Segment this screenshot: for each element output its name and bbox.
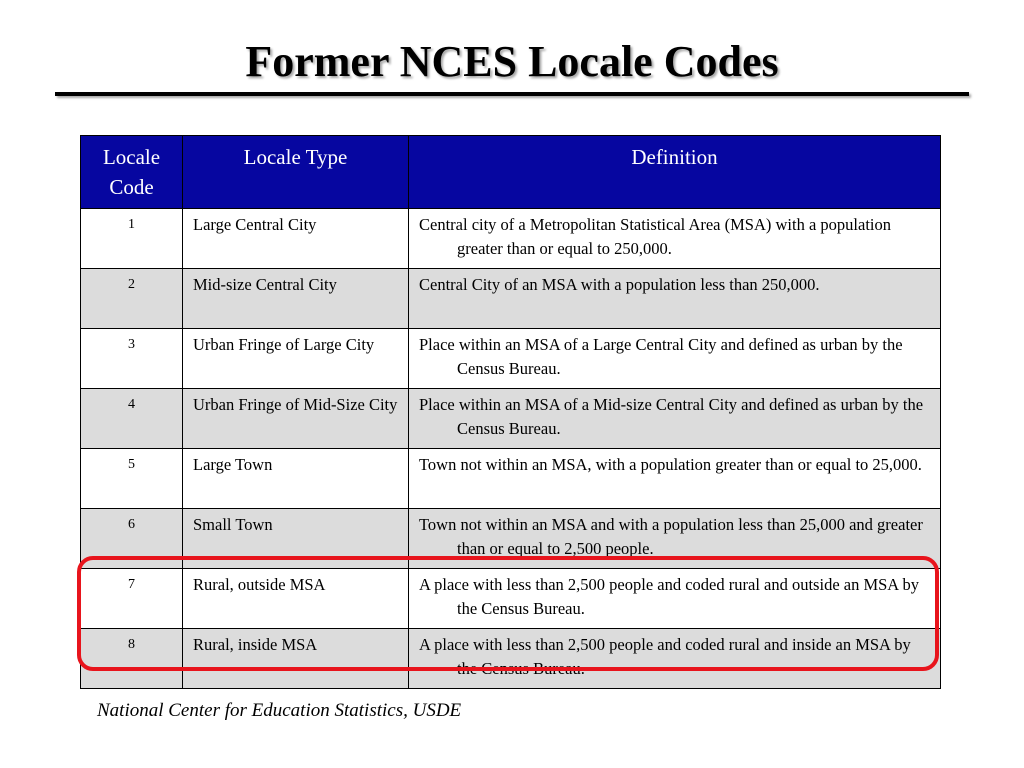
table-row	[81, 269, 941, 329]
title-underline	[55, 92, 969, 96]
definition-text: Town not within an MSA and with a population less than 25,000 and greater than or equal to 2,500 people.	[419, 515, 923, 558]
definition-cell	[409, 449, 941, 509]
locale-type-cell	[183, 629, 409, 689]
definition-text: Central City of an MSA with a population less than 250,000.	[419, 275, 820, 294]
definition-text: A place with less than 2,500 people and coded rural and outside an MSA by the Census Bureau.	[419, 575, 919, 618]
locale-code-cell: 6	[81, 509, 183, 569]
definition-text: Place within an MSA of a Mid-size Central City and defined as urban by the Census Bureau.	[419, 395, 924, 438]
locale-type-cell	[183, 329, 409, 389]
locale-type-text: Urban Fringe of Mid-Size City	[193, 395, 398, 414]
locale-type-cell	[183, 449, 409, 509]
table-row	[81, 449, 941, 509]
locale-code-cell: 2	[81, 269, 183, 329]
definition-cell	[409, 269, 941, 329]
header-definition: Definition	[409, 136, 941, 209]
definition-text: Town not within an MSA, with a population greater than or equal to 25,000.	[419, 455, 922, 474]
locale-type-text: Urban Fringe of Large City	[193, 335, 375, 354]
locale-type-cell	[183, 509, 409, 569]
definition-cell	[409, 629, 941, 689]
locale-type-cell	[183, 269, 409, 329]
locale-type-cell	[183, 209, 409, 269]
definition-text: A place with less than 2,500 people and coded rural and inside an MSA by the Census Bureau.	[419, 635, 911, 678]
definition-cell	[409, 389, 941, 449]
definition-cell	[409, 509, 941, 569]
locale-type-cell	[183, 389, 409, 449]
locale-code-cell: 5	[81, 449, 183, 509]
locale-code-cell: 3	[81, 329, 183, 389]
locale-type-text: Large Town	[193, 455, 273, 474]
locale-code-cell: 7	[81, 569, 183, 629]
table-row	[81, 509, 941, 569]
table-row	[81, 389, 941, 449]
locale-type-text: Rural, inside MSA	[193, 635, 318, 654]
definition-cell	[409, 209, 941, 269]
table-row	[81, 209, 941, 269]
locale-code-cell: 1	[81, 209, 183, 269]
table-row	[81, 629, 941, 689]
source-caption: National Center for Education Statistics, USDE	[97, 700, 462, 721]
definition-cell	[409, 329, 941, 389]
definition-text: Place within an MSA of a Large Central City and defined as urban by the Census Bureau.	[419, 335, 903, 378]
definition-text: Central city of a Metropolitan Statistical Area (MSA) with a population greater than or equal to 250,000.	[419, 215, 891, 258]
locale-type-text: Mid-size Central City	[193, 275, 337, 294]
locale-type-cell	[183, 569, 409, 629]
locale-type-text: Small Town	[193, 515, 273, 534]
header-locale-code: Locale Code	[81, 136, 183, 209]
header-locale-type: Locale Type	[183, 136, 409, 209]
table-row	[81, 569, 941, 629]
locale-type-text: Large Central City	[193, 215, 317, 234]
locale-code-cell: 4	[81, 389, 183, 449]
locale-codes-table	[80, 135, 941, 689]
locale-code-cell: 8	[81, 629, 183, 689]
table-header-row	[81, 136, 941, 209]
locale-type-text: Rural, outside MSA	[193, 575, 326, 594]
table-row	[81, 329, 941, 389]
page-title: Former NCES Locale Codes	[245, 37, 779, 86]
definition-cell	[409, 569, 941, 629]
